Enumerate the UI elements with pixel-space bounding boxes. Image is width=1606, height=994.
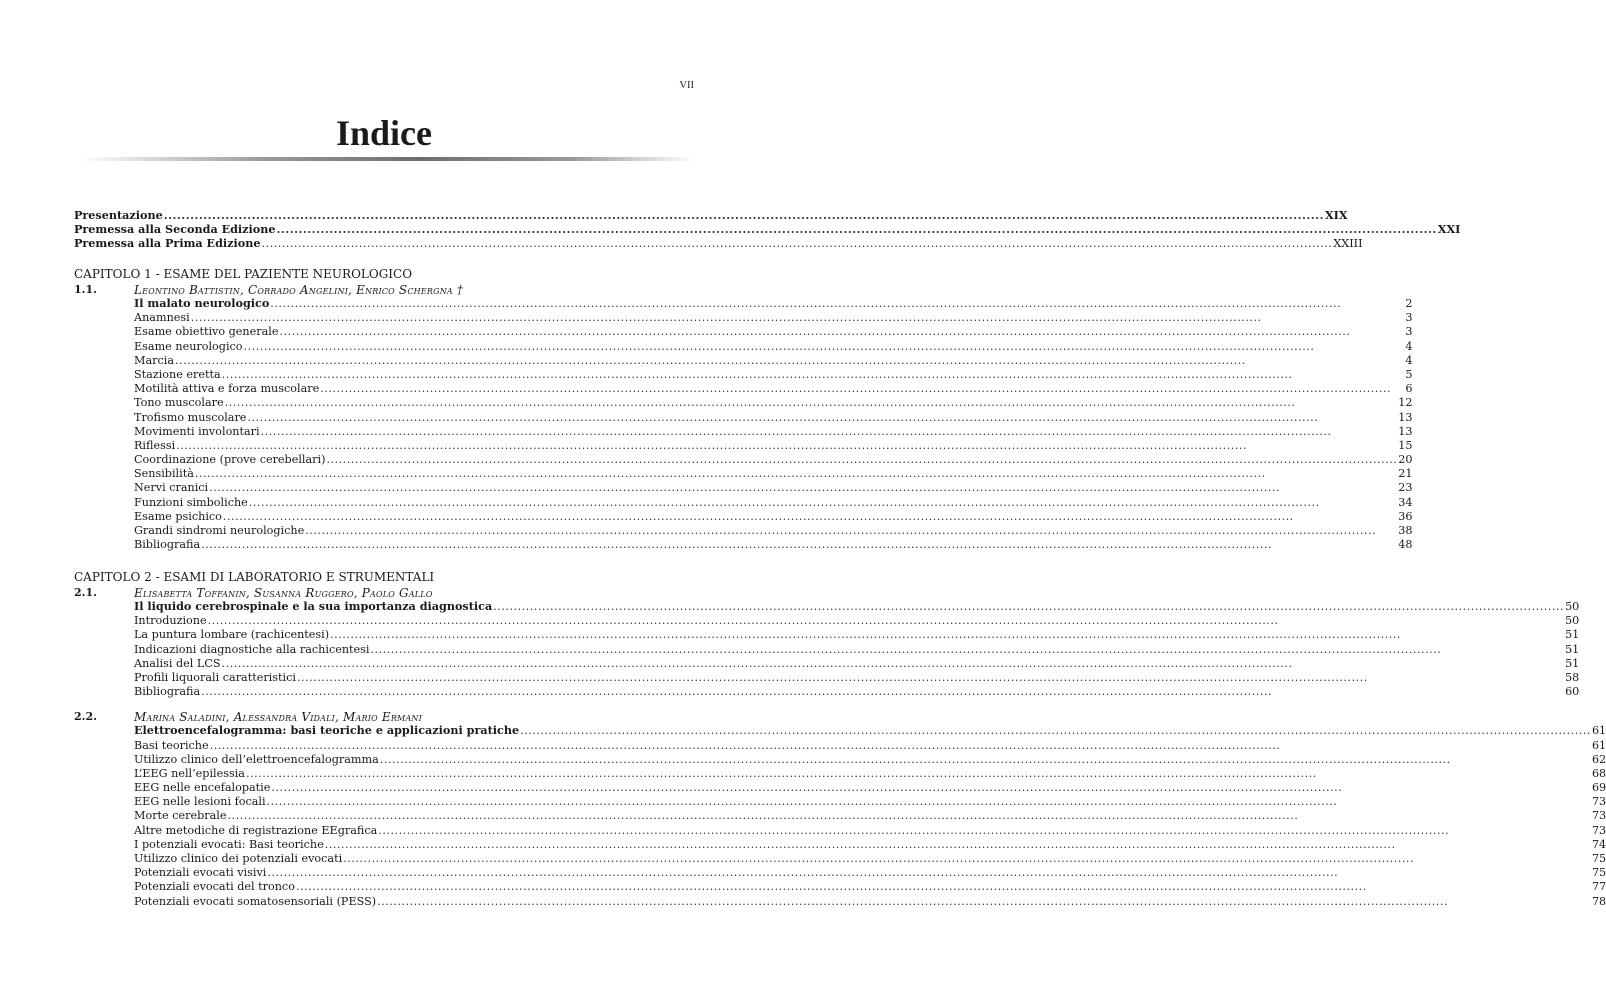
section-number: 2.2. xyxy=(74,710,97,724)
toc-entry-page: 78 xyxy=(1591,894,1606,908)
toc-entry-page: 23 xyxy=(1398,481,1413,495)
toc-entry-label: Potenziali evocati visivi xyxy=(134,866,267,880)
toc-entry[interactable] xyxy=(134,867,1606,881)
toc-entry-label: Funzioni simboliche xyxy=(134,495,248,509)
toc-entry-label: Introduzione xyxy=(134,614,207,628)
section-1-1 xyxy=(74,283,1413,553)
toc-entry-page: 36 xyxy=(1398,509,1413,523)
toc-entry-page: 4 xyxy=(1405,339,1413,353)
dot-leader xyxy=(305,525,1397,536)
toc-entry-page: 74 xyxy=(1591,837,1606,851)
toc-entry[interactable] xyxy=(134,440,1413,454)
toc-entry-label: Grandi sindromi neurologiche xyxy=(134,524,305,537)
toc-entry-page: 38 xyxy=(1398,524,1413,537)
toc-entry-label: Stazione eretta xyxy=(134,367,221,381)
dot-leader xyxy=(195,468,1397,479)
dot-leader xyxy=(244,341,1405,352)
dot-leader xyxy=(175,355,1404,366)
toc-entry-label: Esame neurologico xyxy=(134,339,243,353)
page-number: VII xyxy=(679,80,694,91)
toc-entry[interactable] xyxy=(134,412,1413,426)
toc-entry[interactable] xyxy=(134,341,1413,355)
toc-entry-page: 3 xyxy=(1405,311,1413,325)
toc-entry-page: 62 xyxy=(1591,752,1606,766)
toc-entry-page: 13 xyxy=(1398,424,1413,438)
title-underline xyxy=(80,157,695,161)
dot-leader xyxy=(330,629,1564,640)
toc-entry-page: 21 xyxy=(1398,467,1413,481)
toc-entry[interactable] xyxy=(134,497,1413,511)
toc-entry-page: 75 xyxy=(1591,852,1606,865)
toc-entry-page: 20 xyxy=(1398,453,1413,467)
toc-entry-label: Trofismo muscolare xyxy=(134,410,247,424)
toc-entry[interactable] xyxy=(134,525,1413,539)
toc-entry-page: 77 xyxy=(1591,880,1606,894)
toc-entry[interactable] xyxy=(134,326,1413,340)
section-number: 1.1. xyxy=(74,283,97,296)
toc-entry-premessa-prima[interactable]: Premessa alla Prima Edizione ..... XXIII xyxy=(74,238,696,252)
page-title: Indice xyxy=(335,113,432,153)
section-number: 2.1. xyxy=(74,586,97,599)
toc-entry[interactable] xyxy=(134,672,1579,686)
toc-entry[interactable] xyxy=(134,369,1413,383)
toc-entry[interactable] xyxy=(134,825,1606,839)
toc-entry-page: 73 xyxy=(1591,809,1606,823)
dot-leader xyxy=(191,312,1405,323)
toc-entry[interactable] xyxy=(134,383,1413,397)
toc-entry-label: Esame psichico xyxy=(134,509,222,523)
toc-entry-label: Bibliografia xyxy=(134,538,201,552)
toc-entry-page: 51 xyxy=(1565,642,1580,656)
toc-entry-label: Profili liquorali caratteristici xyxy=(134,670,296,684)
toc-entry-page: 68 xyxy=(1591,766,1606,780)
toc-entry-label: Analisi del LCS xyxy=(134,656,221,670)
toc-entry-page: 75 xyxy=(1591,866,1606,880)
dot-leader xyxy=(296,881,1591,892)
toc-entry-label: Tono muscolare xyxy=(134,396,224,410)
front-matter-list xyxy=(74,208,1461,253)
toc-entry-label: Esame obiettivo generale xyxy=(134,325,279,339)
toc-entry-label: EEG nelle encefalopatie xyxy=(134,781,271,795)
toc-entry-page: 13 xyxy=(1398,410,1413,424)
toc-entry-page: 69 xyxy=(1591,781,1606,795)
toc-entry-page: 4 xyxy=(1405,353,1413,367)
section-authors: Marina Saladini, Alessandra Vidali, Mario Ermani xyxy=(134,710,422,725)
toc-entry-page: 58 xyxy=(1565,670,1580,684)
toc-entry[interactable] xyxy=(134,782,1606,796)
toc-entry-label: Bibliografia xyxy=(134,685,201,699)
toc-entry[interactable] xyxy=(134,397,1413,411)
toc-entry-page: 34 xyxy=(1398,495,1413,509)
dot-leader xyxy=(247,412,1397,423)
toc-entry[interactable] xyxy=(134,810,1606,824)
dot-leader xyxy=(222,658,1565,669)
toc-entry[interactable] xyxy=(134,740,1606,754)
toc-entry[interactable] xyxy=(134,644,1579,658)
toc-entry-label: Anamnesi xyxy=(134,311,190,325)
toc-entry[interactable] xyxy=(134,355,1413,369)
dot-leader xyxy=(249,497,1398,508)
toc-entry-label: Movimenti involontari xyxy=(134,424,260,438)
section-entries xyxy=(134,615,1579,700)
toc-entry-label: Nervi cranici xyxy=(134,481,209,495)
section-entries xyxy=(134,740,1606,910)
dot-leader xyxy=(267,796,1591,807)
dot-leader xyxy=(208,615,1564,626)
toc-entry-page: 50 xyxy=(1565,614,1580,628)
dot-leader xyxy=(209,482,1397,493)
dot-leader xyxy=(378,825,1591,836)
toc-entry-label: Potenziali evocati del tronco xyxy=(134,880,295,894)
section-authors: Leontino Battistin, Corrado Angelini, Enrico Schergna † xyxy=(134,283,464,297)
dot-leader xyxy=(370,644,1564,655)
toc-entry[interactable] xyxy=(134,615,1579,629)
toc-entry[interactable] xyxy=(134,629,1579,643)
section-title-entry[interactable]: Il liquido cerebrospinale e la sua importanza diagnostica ..... 50 xyxy=(134,601,1579,615)
toc-entry-presentazione[interactable]: Presentazione ..... XIX xyxy=(74,210,696,224)
dot-leader xyxy=(326,454,1397,465)
dot-leader xyxy=(176,440,1397,451)
toc-entry-page: 73 xyxy=(1591,823,1606,837)
toc-entry-page: 51 xyxy=(1565,656,1580,670)
toc-entry[interactable] xyxy=(134,686,1579,700)
dot-leader xyxy=(320,383,1404,394)
dot-leader xyxy=(222,369,1405,380)
toc-entry[interactable] xyxy=(134,658,1579,672)
section-entries xyxy=(134,312,1413,553)
dot-leader xyxy=(201,539,1397,550)
toc-entry-page: 48 xyxy=(1398,538,1413,552)
toc-entry-page: 3 xyxy=(1405,325,1413,339)
toc-entry[interactable] xyxy=(134,796,1606,810)
section-authors: Elisabetta Toffanin, Susanna Ruggero, Paolo Gallo xyxy=(134,586,433,600)
toc-entry-page: 5 xyxy=(1405,367,1413,381)
chapter-heading: CAPITOLO 2 - ESAMI DI LABORATORIO E STRUMENTALI xyxy=(74,570,435,584)
toc-entry[interactable] xyxy=(134,468,1413,482)
toc-entry-page: 73 xyxy=(1591,795,1606,809)
dot-leader xyxy=(380,754,1591,765)
section-title-entry[interactable]: Il malato neurologico ..... 2 xyxy=(134,298,1413,312)
dot-leader xyxy=(377,896,1591,907)
toc-entry-page: 6 xyxy=(1405,382,1413,396)
dot-leader xyxy=(343,853,1591,864)
section-2-1 xyxy=(74,586,1580,700)
toc-entry[interactable] xyxy=(134,768,1606,782)
toc-entry-label: Utilizzo clinico dell’elettroencefalogramma xyxy=(134,752,379,766)
toc-entry-label: Altre metodiche di registrazione EEgrafica xyxy=(134,823,378,837)
dot-leader xyxy=(325,839,1591,850)
toc-entry-page: 51 xyxy=(1565,628,1580,642)
toc-entry[interactable] xyxy=(134,312,1413,326)
toc-entry-page: 60 xyxy=(1565,685,1580,699)
toc-entry-label: EEG nelle lesioni focali xyxy=(134,795,266,809)
dot-leader xyxy=(297,672,1564,683)
toc-entry[interactable] xyxy=(134,426,1413,440)
dot-leader xyxy=(201,686,1564,697)
toc-entry-label: Indicazioni diagnostiche alla rachicentesi xyxy=(134,642,370,656)
toc-entry-label: L’EEG nell’epilessia xyxy=(134,766,245,780)
toc-entry[interactable] xyxy=(134,881,1606,895)
chapter-2 xyxy=(74,570,1606,910)
toc-entry[interactable] xyxy=(134,482,1413,496)
toc-entry-label: Potenziali evocati somatosensoriali (PESS) xyxy=(134,894,377,908)
toc-entry-label: I potenziali evocati: Basi teoriche xyxy=(134,837,324,851)
toc-entry-page: 15 xyxy=(1398,438,1413,452)
dot-leader xyxy=(246,768,1591,779)
dot-leader xyxy=(261,426,1398,437)
toc-entry-page: 12 xyxy=(1398,396,1413,410)
toc-entry-label: Morte cerebrale xyxy=(134,809,227,823)
toc-entry[interactable] xyxy=(134,539,1413,553)
toc-entry-label: Motilità attiva e forza muscolare xyxy=(134,382,320,396)
chapter-1 xyxy=(74,267,1413,553)
chapter-heading: CAPITOLO 1 - ESAME DEL PAZIENTE NEUROLOGICO xyxy=(74,267,413,281)
toc-entry-premessa-seconda[interactable]: Premessa alla Seconda Edizione ..... XXI xyxy=(74,224,696,238)
toc-entry[interactable] xyxy=(134,754,1606,768)
dot-leader xyxy=(210,740,1591,751)
toc-entry[interactable] xyxy=(134,454,1413,468)
toc-entry-label: Coordinazione (prove cerebellari) xyxy=(134,453,326,467)
toc-entry-label: Marcia xyxy=(134,353,174,367)
dot-leader xyxy=(267,867,1591,878)
toc-entry-page: 61 xyxy=(1591,738,1606,752)
section-title-entry[interactable]: Elettroencefalogramma: basi teoriche e applicazioni pratiche ..... 61 xyxy=(134,725,1606,739)
toc-entry-label: La puntura lombare (rachicentesi) xyxy=(134,628,330,642)
dot-leader xyxy=(227,810,1590,821)
dot-leader xyxy=(223,511,1397,522)
toc-entry-label: Riflessi xyxy=(134,438,176,452)
dot-leader xyxy=(225,397,1398,408)
toc-entry[interactable] xyxy=(134,896,1606,910)
dot-leader xyxy=(279,326,1404,337)
section-2-2 xyxy=(74,710,1606,909)
toc-entry[interactable] xyxy=(134,511,1413,525)
toc-entry-label: Utilizzo clinico dei potenziali evocati xyxy=(134,852,343,865)
dot-leader xyxy=(271,782,1591,793)
toc-entry-label: Sensibilità xyxy=(134,467,194,481)
toc-entry[interactable] xyxy=(134,839,1606,853)
toc-entry[interactable] xyxy=(134,853,1606,867)
toc-entry-label: Basi teoriche xyxy=(134,738,209,752)
